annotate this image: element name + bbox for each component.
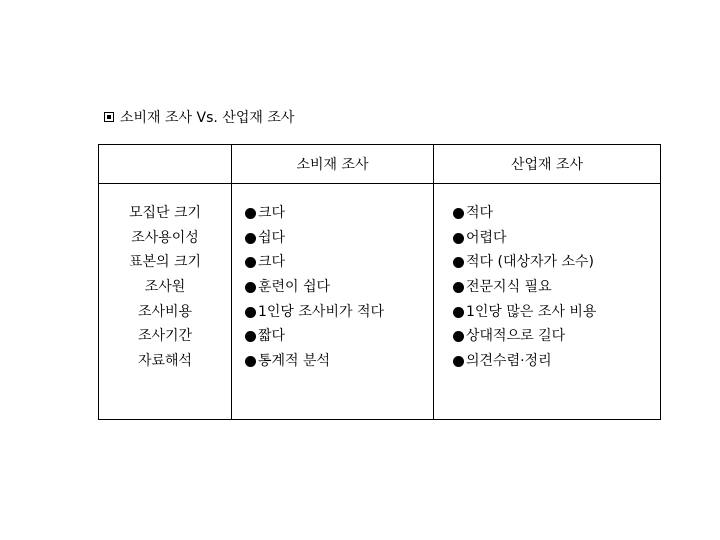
- bullet-icon: [245, 257, 256, 268]
- row-label-list: [99, 201, 231, 374]
- bullet-icon: [245, 282, 256, 293]
- bullet-icon: [245, 307, 256, 318]
- list-item: [453, 324, 596, 349]
- bullet-icon: [453, 282, 464, 293]
- bullet-icon: [245, 331, 256, 342]
- row-label: 조사비용: [137, 303, 193, 320]
- industrial-item-text: 1인당 많은 조사 비용: [466, 303, 597, 320]
- consumer-item-text: 쉽다: [258, 229, 286, 246]
- column-header-industrial: 산업재 조사: [510, 157, 584, 173]
- bullet-icon: [245, 208, 256, 219]
- consumer-item-text: 1인당 조사비가 적다: [258, 303, 384, 320]
- industrial-item-text: 전문지식 필요: [466, 279, 552, 296]
- bullet-icon: [453, 356, 464, 367]
- industrial-item-text: 어렵다: [466, 229, 507, 246]
- row-label: 모집단 크기: [128, 205, 202, 221]
- industrial-bullet-list: [453, 201, 596, 374]
- industrial-item-text: 적다 (대상자가 소수): [466, 254, 595, 271]
- list-item: [453, 275, 596, 300]
- filled-square-icon: [104, 112, 114, 122]
- list-item: [453, 300, 596, 325]
- bullet-icon: [453, 208, 464, 219]
- column-header-consumer: 소비재 조사: [296, 157, 369, 173]
- consumer-item-text: 크다: [258, 254, 286, 271]
- list-item: [453, 349, 596, 374]
- list-item: [245, 275, 384, 300]
- bullet-icon: [453, 257, 464, 268]
- industrial-item-text: 상대적으로 길다: [466, 328, 566, 345]
- page-heading: [104, 106, 294, 128]
- industrial-item-text: 의견수렴·정리: [466, 353, 552, 370]
- bullet-icon: [453, 331, 464, 342]
- list-item: [453, 201, 596, 226]
- list-item: [453, 226, 596, 251]
- list-item: [245, 324, 384, 349]
- bullet-icon: [245, 356, 256, 367]
- industrial-item-text: 적다: [466, 205, 494, 221]
- bullet-icon: [453, 233, 464, 244]
- list-item: [245, 201, 384, 226]
- consumer-item-text: 통계적 분석: [258, 353, 331, 370]
- row-label: 조사원: [144, 279, 186, 296]
- column-divider: [433, 145, 434, 419]
- list-item: [245, 226, 384, 251]
- list-item: [245, 349, 384, 374]
- heading-text: 소비재 조사 Vs. 산업재 조사: [120, 110, 295, 126]
- column-divider: [231, 145, 232, 419]
- comparison-table: [98, 144, 661, 420]
- bullet-icon: [245, 233, 256, 244]
- consumer-item-text: 훈련이 쉽다: [258, 279, 331, 296]
- row-label: 조사용이성: [131, 229, 199, 246]
- list-item: [245, 300, 384, 325]
- row-label: 조사기간: [137, 328, 193, 345]
- list-item: [453, 250, 596, 275]
- consumer-item-text: 크다: [258, 205, 286, 221]
- consumer-bullet-list: [245, 201, 384, 374]
- bullet-icon: [453, 307, 464, 318]
- row-label: 표본의 크기: [128, 254, 202, 271]
- consumer-item-text: 짧다: [258, 328, 286, 345]
- row-label: 자료해석: [137, 353, 193, 370]
- list-item: [245, 250, 384, 275]
- header-divider: [99, 183, 660, 184]
